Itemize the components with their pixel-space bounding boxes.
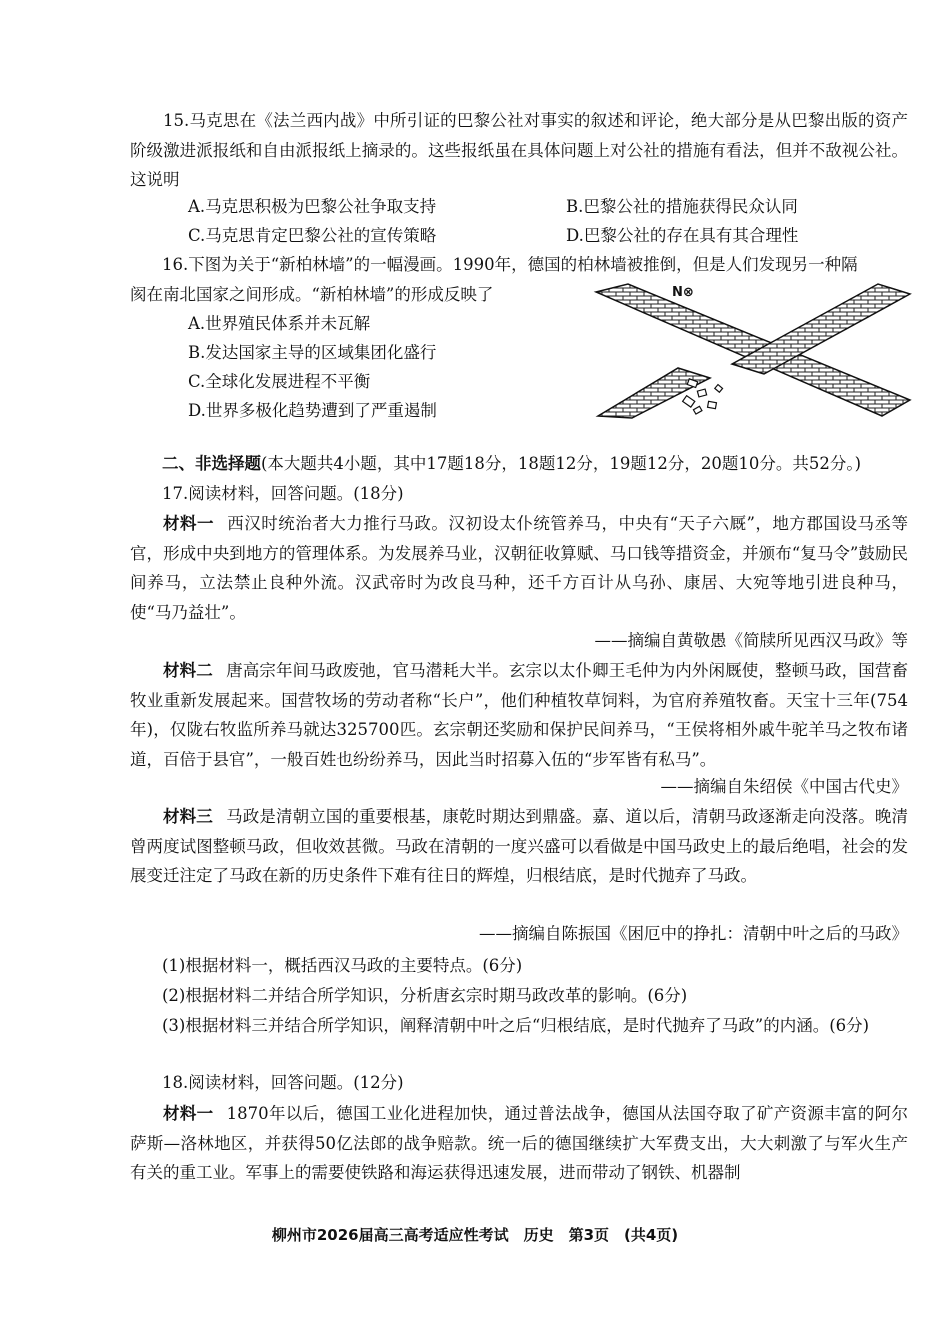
q16-stem-line1: 16.下图为关于“新柏林墙”的一幅漫画。1990年，德国的柏林墙被推倒，但是人们发现另一种隔 — [162, 255, 858, 274]
q17-material-2 — [130, 656, 908, 774]
q15-stem: 15.马克思在《法兰西内战》中所引证的巴黎公社对事实的叙述和评论，绝大部分是从巴黎出版的资产阶级激进派报纸和自由派报纸上摘录的。这些报纸虽在具体问题上对公社的措施有看法，但并不敌视公社。这说明 — [130, 111, 908, 189]
q15-option-d: D.巴黎公社的存在具有其合理性 — [566, 226, 799, 245]
q15-option-a: A.马克思积极为巴黎公社争取支持 — [188, 197, 437, 216]
q17-m3-text: 马政是清朝立国的重要根基，康乾时期达到鼎盛。嘉、道以后，清朝马政逐渐走向没落。晚清曾两度试图整顿马政，但收效甚微。马政在清朝的一度兴盛可以看做是中国马政史上的最后绝唱，社会的发展变迁注定了马政在新的历史条件下难有往日的辉煌，归根结底，是时代抛弃了马政。 — [130, 807, 909, 885]
wall-diagonal-2-upper — [732, 284, 910, 374]
crossed-walls-illustration — [592, 280, 912, 422]
section2-header — [162, 450, 861, 474]
q17-m2-text: 唐高宗年间马政废弛，官马潜耗大半。玄宗以太仆卿王毛仲为内外闲厩使，整顿马政，国营畜牧业重新发展起来。国营牧场的劳动者称“长户”，他们种植牧草饲料，为官府养殖牧畜。天宝十三年(754年)，仅陇右牧监所养马就达325700匹。玄宗朝还奖励和保护民间养马，“王侯将相外戚牛驼羊马之牧布诸道，百倍于县官”，一般百姓也纷纷养马，因此当时招募入伍的“步军皆有私马”。 — [130, 661, 909, 769]
q17-sub-1: (1)根据材料一，概括西汉马政的主要特点。(6分) — [162, 956, 523, 975]
q18-m1-text: 1870年以后，德国工业化进程加快，通过普法战争，德国从法国夺取了矿产资源丰富的阿尔萨斯—洛林地区，并获得50亿法郎的战争赔款。统一后的德国继续扩大军费支出，大大刺激了与军火生产有关的重工业。军事上的需要使铁路和海运获得迅速发展，进而带动了钢铁、机器制 — [130, 1104, 909, 1182]
q16-option-c: C.全球化发展进程不平衡 — [188, 372, 371, 391]
q17-m2-source: ——摘编自朱绍侯《中国古代史》 — [660, 777, 908, 796]
page-footer: 柳州市2026届高三高考适应性考试 历史 第3页 (共4页) — [271, 1226, 679, 1244]
q16-option-d: D.世界多极化趋势遭到了严重遏制 — [188, 401, 437, 420]
q16-option-b: B.发达国家主导的区域集团化盛行 — [188, 343, 437, 362]
q17-m1-label: 材料一 — [163, 514, 215, 533]
q17-m1-text: 西汉时统治者大力推行马政。汉初设太仆统管养马，中央有“天子六厩”，地方郡国设马丞等官，形成中央到地方的管理体系。为发展养马业，汉朝征收算赋、马口钱等措资金，并颁布“复马令”鼓励民间养马，立法禁止良种外流。汉武帝时为改良马种，还千方百计从乌孙、康居、大宛等地引进良种马，使“马乃益壮”。 — [130, 514, 908, 622]
rubble-pieces — [683, 379, 723, 414]
q17-sub-3: (3)根据材料三并结合所学知识，阐释清朝中叶之后“归根结底，是时代抛弃了马政”的内涵。(6分) — [162, 1016, 870, 1035]
q17-material-1 — [130, 509, 908, 627]
q16-stem-line2: 阂在南北国家之间形成。“新柏林墙”的形成反映了 — [130, 285, 494, 304]
q18-material-1 — [130, 1099, 908, 1188]
q15-option-b: B.巴黎公社的措施获得民众认同 — [566, 197, 798, 216]
q17-m3-source: ——摘编自陈振国《困厄中的挣扎：清朝中叶之后的马政》 — [479, 924, 908, 943]
q18-stem: 18.阅读材料，回答问题。(12分) — [162, 1073, 404, 1092]
section2-title: 二、非选择题 — [162, 454, 261, 473]
q17-m1-source: ——摘编自黄敬愚《简牍所见西汉马政》等 — [594, 631, 908, 650]
q17-sub-2: (2)根据材料二并结合所学知识，分析唐玄宗时期马政改革的影响。(6分) — [162, 986, 688, 1005]
q17-material-3 — [130, 802, 908, 891]
q17-m3-label: 材料三 — [163, 807, 213, 826]
new-berlin-wall-cartoon — [592, 280, 912, 422]
q17-m2-label: 材料二 — [163, 661, 213, 680]
q18-m1-label: 材料一 — [163, 1104, 214, 1123]
compass-mark: N⊗ — [672, 285, 694, 300]
section2-desc: (本大题共4小题，其中17题18分，18题12分，19题12分，20题10分。共52分。) — [261, 454, 862, 473]
q17-stem: 17.阅读材料，回答问题。(18分) — [162, 484, 404, 503]
q16-option-a: A.世界殖民体系并未瓦解 — [188, 314, 371, 333]
q15-option-c: C.马克思肯定巴黎公社的宣传策略 — [188, 226, 437, 245]
